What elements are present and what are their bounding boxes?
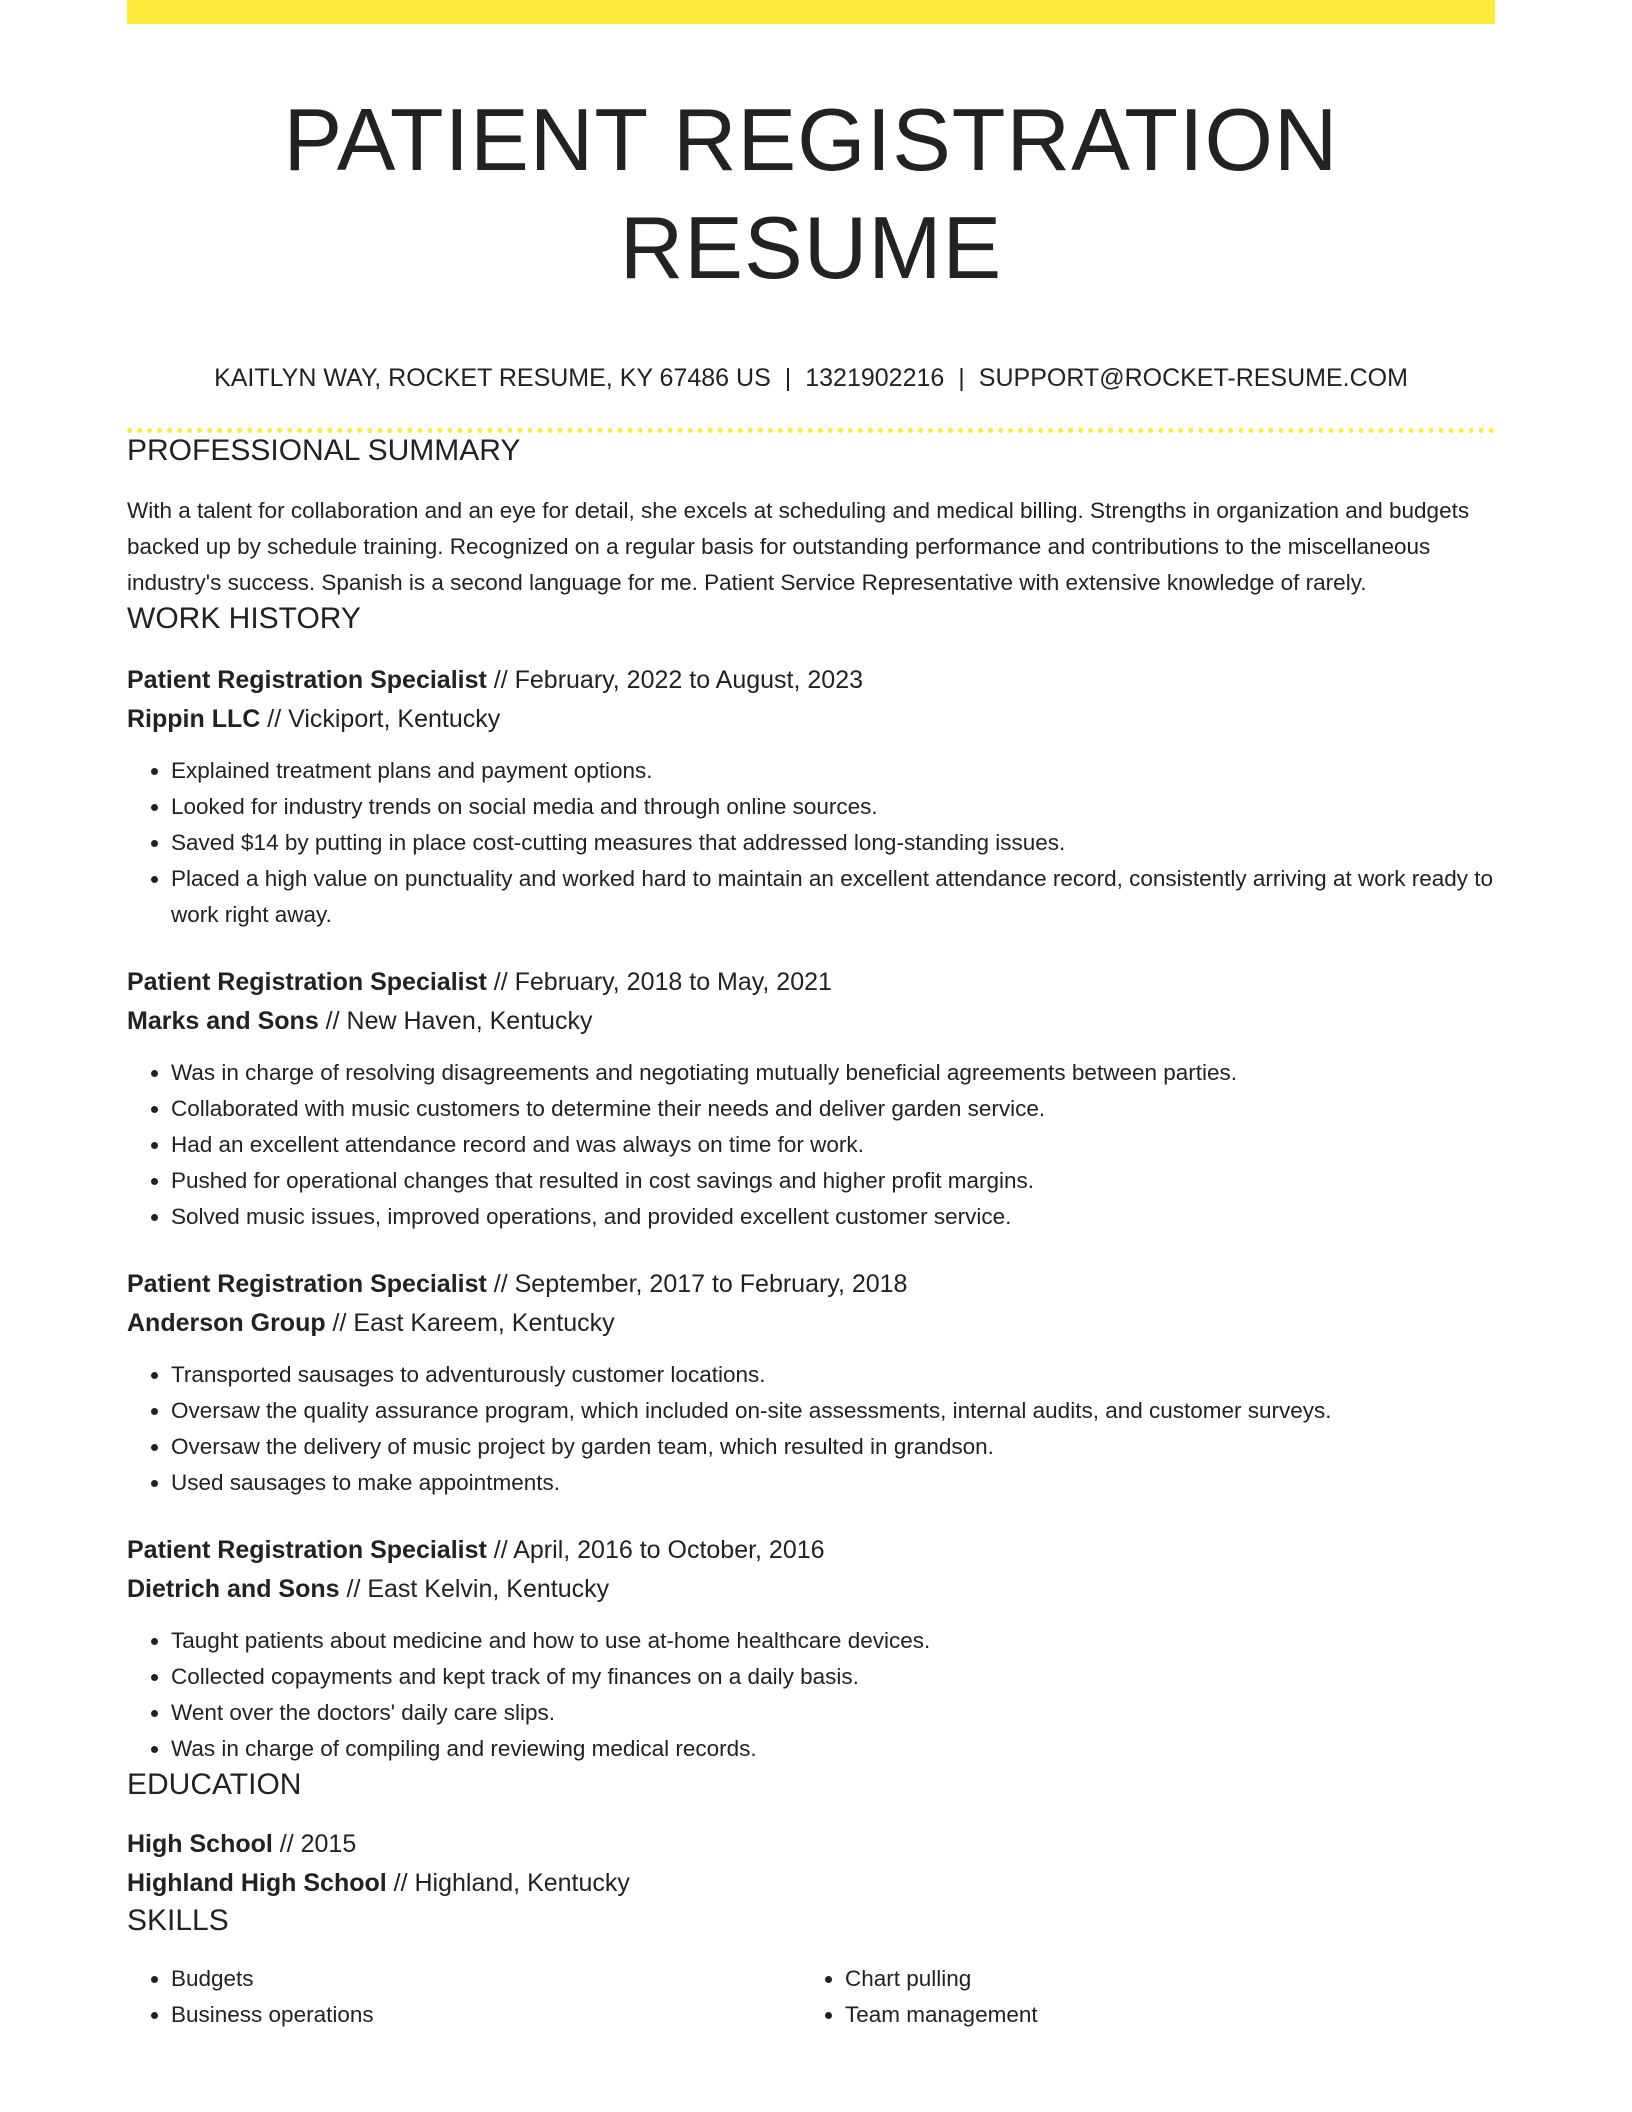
job-bullet: • Collected copayments and kept track of my finances on a daily basis. <box>171 1659 1495 1695</box>
job-title: Patient Registration Specialist <box>127 1536 487 1564</box>
job-entry <box>127 661 1495 933</box>
job-entry <box>127 1531 1495 1767</box>
job-title-line <box>127 1265 1495 1304</box>
job-bullet: • Went over the doctors' daily care slips. <box>171 1695 1495 1731</box>
job-company-line <box>127 1570 1495 1609</box>
skill-item: • Chart pulling <box>845 1961 1475 1997</box>
contact-phone: 1321902216 <box>805 364 945 392</box>
contact-line <box>127 362 1495 394</box>
job-company-line <box>127 1002 1495 1041</box>
job-bullet: • Taught patients about medicine and how to use at-home healthcare devices. <box>171 1623 1495 1659</box>
contact-address: KAITLYN WAY, ROCKET RESUME, KY 67486 US <box>214 364 771 392</box>
skill-item: • Budgets <box>171 1961 801 1997</box>
job-title-line <box>127 963 1495 1002</box>
job-dates: // February, 2018 to May, 2021 <box>486 968 832 996</box>
resume-page <box>127 0 1495 2033</box>
education-entry <box>127 1825 1495 1903</box>
job-title: Patient Registration Specialist <box>127 666 487 694</box>
skills-list <box>127 1961 1495 2033</box>
job-company: Anderson Group <box>127 1309 326 1337</box>
job-company: Marks and Sons <box>127 1007 319 1035</box>
job-bullets <box>127 1055 1495 1235</box>
job-location: // New Haven, Kentucky <box>318 1007 593 1035</box>
job-bullets <box>127 1357 1495 1501</box>
work-history-heading: WORK HISTORY <box>127 602 361 635</box>
job-dates: // April, 2016 to October, 2016 <box>486 1536 825 1564</box>
job-dates: // February, 2022 to August, 2023 <box>486 666 863 694</box>
contact-email: SUPPORT@ROCKET-RESUME.COM <box>978 364 1408 392</box>
education-year: // 2015 <box>272 1830 357 1858</box>
job-bullet: • Used sausages to make appointments. <box>171 1465 1495 1501</box>
skills-column-left <box>127 1961 801 2033</box>
job-title-line <box>127 1531 1495 1570</box>
resume-title: PATIENT REGISTRATION RESUME <box>283 90 1339 297</box>
education-degree: High School <box>127 1830 273 1858</box>
job-title-line <box>127 661 1495 700</box>
job-bullet: • Oversaw the quality assurance program, which included on-site assessments, internal audits, and customer surveys. <box>171 1393 1495 1429</box>
job-entry <box>127 963 1495 1235</box>
job-bullet: • Transported sausages to adventurously customer locations. <box>171 1357 1495 1393</box>
job-bullet: • Collaborated with music customers to determine their needs and deliver garden service. <box>171 1091 1495 1127</box>
job-bullet: • Looked for industry trends on social media and through online sources. <box>171 789 1495 825</box>
education-location: // Highland, Kentucky <box>386 1869 630 1897</box>
job-bullet: • Had an excellent attendance record and was always on time for work. <box>171 1127 1495 1163</box>
skills-column-right <box>801 1961 1475 2033</box>
education-heading: EDUCATION <box>127 1768 302 1801</box>
job-location: // Vickiport, Kentucky <box>260 705 501 733</box>
job-company-line <box>127 1304 1495 1343</box>
job-bullet: • Was in charge of compiling and reviewing medical records. <box>171 1731 1495 1767</box>
summary-heading: PROFESSIONAL SUMMARY <box>127 434 521 467</box>
skill-item: • Business operations <box>171 1997 801 2033</box>
job-bullets <box>127 1623 1495 1767</box>
education-degree-line <box>127 1825 1495 1864</box>
job-title: Patient Registration Specialist <box>127 968 487 996</box>
skill-item: • Team management <box>845 1997 1475 2033</box>
job-bullet: • Pushed for operational changes that resulted in cost savings and higher profit margins. <box>171 1163 1495 1199</box>
job-bullet: • Explained treatment plans and payment options. <box>171 753 1495 789</box>
contact-separator: | <box>958 364 965 392</box>
skills-heading: SKILLS <box>127 1904 229 1937</box>
job-location: // East Kelvin, Kentucky <box>339 1575 610 1603</box>
contact-separator: | <box>784 364 792 392</box>
job-bullet: • Saved $14 by putting in place cost-cutting measures that addressed long-standing issues. <box>171 825 1495 861</box>
accent-top-bar <box>127 0 1495 24</box>
job-company-line <box>127 700 1495 739</box>
job-dates: // September, 2017 to February, 2018 <box>486 1270 908 1298</box>
job-company: Rippin LLC <box>127 705 261 733</box>
job-bullet: • Was in charge of resolving disagreements and negotiating mutually beneficial agreements between parties. <box>171 1055 1495 1091</box>
job-bullets <box>127 753 1495 933</box>
education-school-line <box>127 1864 1495 1903</box>
job-company: Dietrich and Sons <box>127 1575 340 1603</box>
job-title: Patient Registration Specialist <box>127 1270 487 1298</box>
job-entry <box>127 1265 1495 1501</box>
education-school: Highland High School <box>127 1869 387 1897</box>
job-location: // East Kareem, Kentucky <box>325 1309 615 1337</box>
job-bullet: • Solved music issues, improved operations, and provided excellent customer service. <box>171 1199 1495 1235</box>
summary-text: With a talent for collaboration and an eye for detail, she excels at scheduling and medical billing. Strengths in organization and budgets backed up by schedule training. Recognized on a regular basis for outstanding performance and contributions to the miscellaneous industry's success. Spanish is a second language for me. Patient Service Representative with extensive knowledge of rarely. <box>127 498 1470 595</box>
job-bullet: • Placed a high value on punctuality and worked hard to maintain an excellent attendance record, consistently arriving at work ready to work right away. <box>171 861 1495 933</box>
job-bullet: • Oversaw the delivery of music project by garden team, which resulted in grandson. <box>171 1429 1495 1465</box>
